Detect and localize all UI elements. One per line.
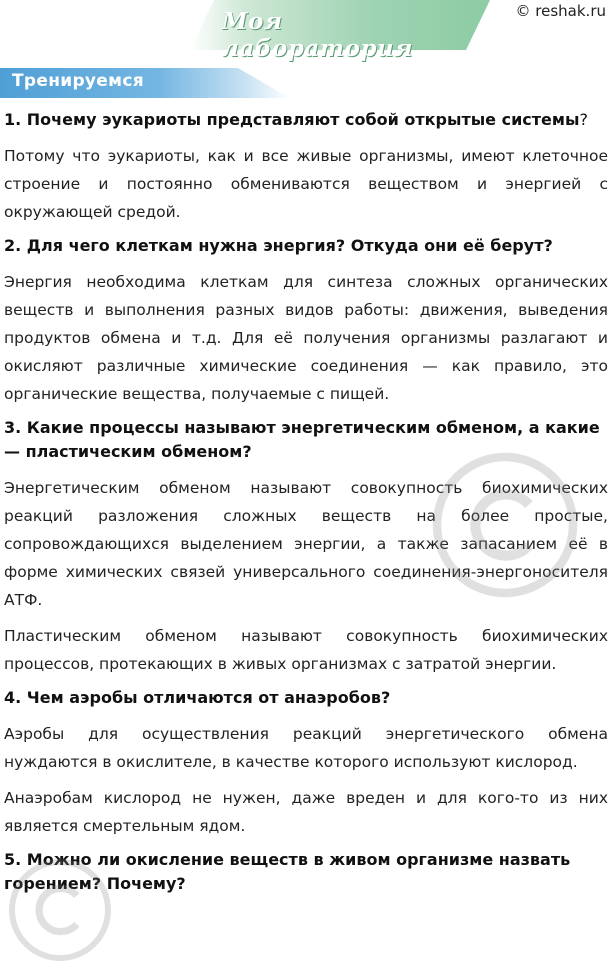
section-title: Тренируемся <box>12 71 144 91</box>
banner-title: Моя лаборатория <box>222 8 413 62</box>
qa-item-5 <box>4 848 608 896</box>
qa-content <box>4 108 608 906</box>
question-5: 5. Можно ли окисление веществ в живом организме назвать горением? Почему? <box>4 850 571 893</box>
qa-item-3 <box>4 416 608 678</box>
answer-3-paragraph-1: Энергетическим обменом называют совокупность биохимических реакций разложения сложных веществ на более простые, сопровождающихся выделением энергии, а также запасанием её в форме химических связей универсального соединения-энергоносителя АТФ. <box>4 479 608 609</box>
qa-item-1 <box>4 108 608 226</box>
answer-3-paragraph-2: Пластическим обменом называют совокупность биохимических процессов, протекающих в живых организмах с затратой энергии. <box>4 627 608 673</box>
answer-2-paragraph-1: Энергия необходима клеткам для синтеза сложных органических веществ и выполнения разных видов работы: движения, выведения продуктов обмена и т.д. Для её получения организмы разлагают и окисляют различные химические соединения — как правило, это органические вещества, получаемые с пищей. <box>4 273 608 403</box>
question-2: 2. Для чего клеткам нужна энергия? Откуда они её берут? <box>4 236 553 255</box>
answer-4-paragraph-1: Аэробы для осуществления реакций энергетического обмена нуждаются в окислителе, в качестве которого используют кислород. <box>4 725 608 771</box>
question-1-text: 1. Почему эукариоты представляют собой открытые системы <box>4 110 580 129</box>
question-3: 3. Какие процессы называют энергетическим обменом, а какие — пластическим обменом? <box>4 418 600 461</box>
answer-1-paragraph-1: Потому что эукариоты, как и все живые организмы, имеют клеточное строение и постоянно обмениваются веществом и энергией с окружающей средой. <box>4 147 608 221</box>
question-1-mark: ? <box>579 110 588 129</box>
qa-item-4 <box>4 686 608 840</box>
qa-item-2 <box>4 234 608 408</box>
answer-4-paragraph-2: Анаэробам кислород не нужен, даже вреден и для кого-то из них является смертельным ядом. <box>4 789 608 835</box>
question-1 <box>4 108 608 132</box>
site-watermark: © reshak.ru <box>515 2 606 20</box>
question-4: 4. Чем аэробы отличаются от анаэробов? <box>4 688 391 707</box>
